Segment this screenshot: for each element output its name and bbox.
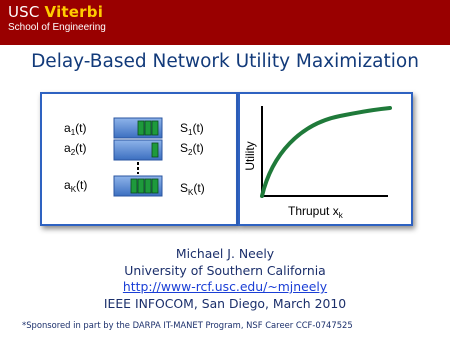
x-axis-label: Thruput $x_k$	[288, 204, 343, 220]
utility-plot-panel	[238, 92, 413, 226]
utility-plot	[240, 94, 415, 228]
arrival-label-2: $a_2(t)$	[64, 141, 87, 157]
author-name: Michael J. Neely	[175, 246, 275, 261]
logo-usc-text: USC	[8, 3, 40, 21]
author-affiliation: University of Southern California	[124, 262, 326, 278]
queue-2	[114, 140, 162, 160]
conference-venue: IEEE INFOCOM, San Diego, March 2010	[103, 295, 347, 311]
queue-1	[114, 118, 162, 138]
queue-2-packets	[152, 143, 158, 157]
y-axis-label: Utility	[243, 141, 257, 171]
author-url-link[interactable]: http://www-rcf.usc.edu/~mjneely	[122, 279, 328, 294]
service-label-k: $S_K(t)$	[180, 181, 205, 197]
logo-school-text: School of Engineering	[8, 22, 106, 33]
author-credits	[0, 246, 450, 312]
header-banner	[0, 0, 450, 45]
utility-curve	[262, 108, 390, 196]
logo-viterbi-text: Viterbi	[44, 3, 104, 21]
arrival-label-k: $a_K(t)$	[64, 178, 88, 194]
queue-diagram-panel	[40, 92, 238, 226]
service-label-2: $S_2(t)$	[180, 141, 204, 157]
slide-title: Delay-Based Network Utility Maximization	[31, 51, 419, 72]
usc-viterbi-logo	[8, 4, 106, 34]
queue-k	[114, 176, 162, 196]
sponsor-footnote: *Sponsored in part by the DARPA IT-MANET Program, NSF Career CCF-0747525	[22, 320, 353, 330]
service-label-1: $S_1(t)$	[180, 121, 204, 137]
arrival-label-1: $a_1(t)$	[64, 121, 87, 137]
queue-1-packets	[138, 121, 158, 135]
queue-diagram	[42, 94, 240, 228]
